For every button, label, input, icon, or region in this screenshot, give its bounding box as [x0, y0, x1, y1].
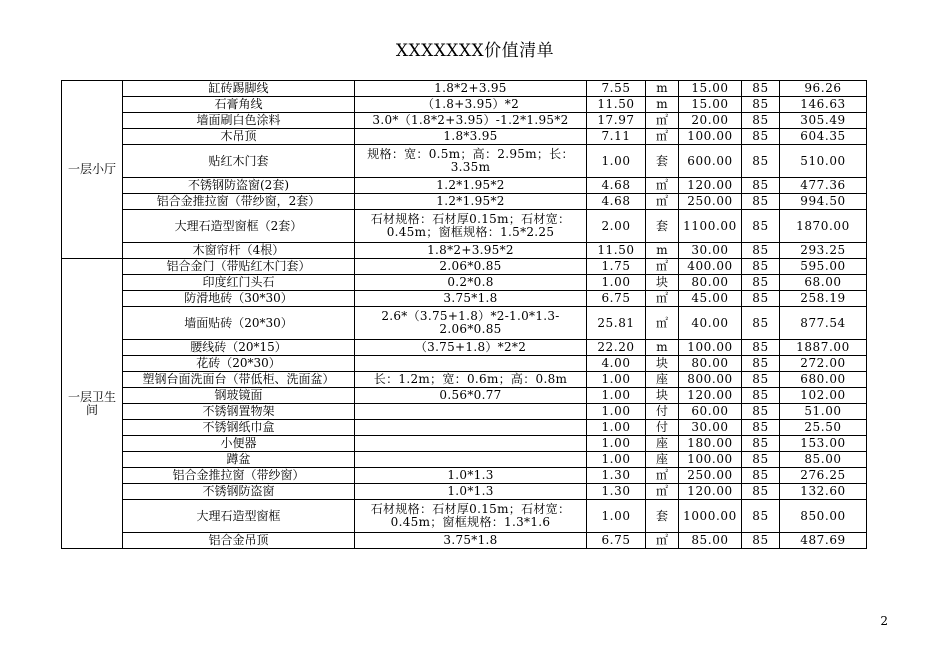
- item-unit-price: 80.00: [679, 275, 742, 291]
- item-unit-price: 180.00: [679, 436, 742, 452]
- item-quantity: 6.75: [587, 291, 646, 307]
- item-amount: 102.00: [780, 388, 867, 404]
- table-row: [62, 291, 867, 307]
- item-formula: 1.2*1.95*2: [355, 194, 587, 210]
- item-name: 大理石造型窗框: [123, 500, 355, 533]
- item-formula: 石材规格：石材厚0.15m；石材宽：0.45m；窗框规格：1.3*1.6: [355, 500, 587, 533]
- item-amount: 850.00: [780, 500, 867, 533]
- item-name: 墙面刷白色涂料: [123, 113, 355, 129]
- item-unit: ㎡: [646, 113, 679, 129]
- item-unit-price: 800.00: [679, 372, 742, 388]
- item-quantity: 4.68: [587, 178, 646, 194]
- item-unit-price: 1100.00: [679, 210, 742, 243]
- item-percent: 85: [742, 452, 780, 468]
- item-unit: 座: [646, 372, 679, 388]
- item-percent: 85: [742, 97, 780, 113]
- item-unit: 套: [646, 145, 679, 178]
- item-percent: 85: [742, 500, 780, 533]
- item-unit-price: 85.00: [679, 533, 742, 549]
- item-formula: 2.6*（3.75+1.8）*2-1.0*1.3-2.06*0.85: [355, 307, 587, 340]
- item-amount: 510.00: [780, 145, 867, 178]
- item-percent: 85: [742, 210, 780, 243]
- table-row: [62, 436, 867, 452]
- item-quantity: 4.00: [587, 356, 646, 372]
- item-quantity: 1.00: [587, 275, 646, 291]
- document-title: XXXXXXX价值清单: [395, 41, 555, 61]
- item-formula: 1.8*3.95: [355, 129, 587, 145]
- item-unit: m: [646, 97, 679, 113]
- item-formula: 石材规格：石材厚0.15m；石材宽：0.45m；窗框规格：1.5*2.25: [355, 210, 587, 243]
- item-amount: 85.00: [780, 452, 867, 468]
- item-name: 贴红木门套: [123, 145, 355, 178]
- item-formula: [355, 452, 587, 468]
- item-name: 蹲盆: [123, 452, 355, 468]
- item-unit-price: 30.00: [679, 420, 742, 436]
- item-percent: 85: [742, 307, 780, 340]
- item-name: 木窗帘杆（4根）: [123, 243, 355, 259]
- item-unit: ㎡: [646, 129, 679, 145]
- item-unit-price: 80.00: [679, 356, 742, 372]
- item-name: 木吊顶: [123, 129, 355, 145]
- table-row: [62, 356, 867, 372]
- item-formula: （1.8+3.95）*2: [355, 97, 587, 113]
- item-quantity: 1.00: [587, 500, 646, 533]
- item-formula: 0.2*0.8: [355, 275, 587, 291]
- item-unit-price: 100.00: [679, 452, 742, 468]
- item-unit: m: [646, 340, 679, 356]
- item-unit: m: [646, 243, 679, 259]
- item-percent: 85: [742, 404, 780, 420]
- item-amount: 68.00: [780, 275, 867, 291]
- item-amount: 604.35: [780, 129, 867, 145]
- item-unit-price: 250.00: [679, 468, 742, 484]
- table-row: [62, 404, 867, 420]
- item-unit: 块: [646, 275, 679, 291]
- item-quantity: 17.97: [587, 113, 646, 129]
- item-amount: 258.19: [780, 291, 867, 307]
- item-unit-price: 60.00: [679, 404, 742, 420]
- item-quantity: 7.11: [587, 129, 646, 145]
- item-unit: ㎡: [646, 468, 679, 484]
- item-unit-price: 600.00: [679, 145, 742, 178]
- item-quantity: 7.55: [587, 81, 646, 97]
- item-unit: ㎡: [646, 533, 679, 549]
- item-percent: 85: [742, 388, 780, 404]
- item-formula: 3.75*1.8: [355, 291, 587, 307]
- item-formula: 长：1.2m；宽：0.6m；高：0.8m: [355, 372, 587, 388]
- item-formula: 2.06*0.85: [355, 259, 587, 275]
- item-unit: ㎡: [646, 259, 679, 275]
- item-formula: 1.0*1.3: [355, 484, 587, 500]
- item-name: 铝合金推拉窗（带纱窗，2套）: [123, 194, 355, 210]
- item-unit-price: 45.00: [679, 291, 742, 307]
- item-percent: 85: [742, 81, 780, 97]
- item-unit: ㎡: [646, 307, 679, 340]
- item-formula: （3.75+1.8）*2*2: [355, 340, 587, 356]
- table-row: [62, 452, 867, 468]
- item-quantity: 1.30: [587, 468, 646, 484]
- item-unit: 座: [646, 436, 679, 452]
- item-name: 钢玻镜面: [123, 388, 355, 404]
- table-row: [62, 145, 867, 178]
- item-name: 不锈钢防盗窗: [123, 484, 355, 500]
- item-amount: 1870.00: [780, 210, 867, 243]
- table-row: [62, 275, 867, 291]
- item-percent: 85: [742, 259, 780, 275]
- table-row: [62, 468, 867, 484]
- item-amount: 487.69: [780, 533, 867, 549]
- table-row: [62, 194, 867, 210]
- item-amount: 477.36: [780, 178, 867, 194]
- item-quantity: 4.68: [587, 194, 646, 210]
- value-list-table: [61, 80, 867, 549]
- item-quantity: 1.00: [587, 388, 646, 404]
- item-unit: m: [646, 81, 679, 97]
- item-formula: 规格：宽：0.5m；高：2.95m；长：3.35m: [355, 145, 587, 178]
- item-amount: 25.50: [780, 420, 867, 436]
- table-row: [62, 484, 867, 500]
- item-quantity: 1.00: [587, 436, 646, 452]
- table-row: [62, 259, 867, 275]
- item-percent: 85: [742, 113, 780, 129]
- table-row: [62, 81, 867, 97]
- item-quantity: 11.50: [587, 243, 646, 259]
- item-unit: 套: [646, 210, 679, 243]
- item-percent: 85: [742, 340, 780, 356]
- item-amount: 293.25: [780, 243, 867, 259]
- item-unit: 块: [646, 356, 679, 372]
- table-body: [62, 81, 867, 549]
- item-percent: 85: [742, 484, 780, 500]
- item-percent: 85: [742, 372, 780, 388]
- item-unit-price: 400.00: [679, 259, 742, 275]
- item-formula: 3.0*（1.8*2+3.95）-1.2*1.95*2: [355, 113, 587, 129]
- table-row: [62, 388, 867, 404]
- area-label: 一层小厅: [62, 81, 123, 259]
- item-name: 不锈钢置物架: [123, 404, 355, 420]
- item-name: 不锈钢防盗窗(2套): [123, 178, 355, 194]
- item-percent: 85: [742, 194, 780, 210]
- item-percent: 85: [742, 533, 780, 549]
- item-unit-price: 120.00: [679, 484, 742, 500]
- item-name: 铝合金门（带贴红木门套）: [123, 259, 355, 275]
- item-amount: 96.26: [780, 81, 867, 97]
- item-quantity: 1.00: [587, 372, 646, 388]
- item-name: 铝合金吊顶: [123, 533, 355, 549]
- item-amount: 305.49: [780, 113, 867, 129]
- item-name: 墙面贴砖（20*30）: [123, 307, 355, 340]
- item-name: 腰线砖（20*15）: [123, 340, 355, 356]
- item-unit-price: 120.00: [679, 388, 742, 404]
- item-amount: 272.00: [780, 356, 867, 372]
- item-quantity: 25.81: [587, 307, 646, 340]
- item-percent: 85: [742, 436, 780, 452]
- item-formula: 1.2*1.95*2: [355, 178, 587, 194]
- table-row: [62, 307, 867, 340]
- item-percent: 85: [742, 145, 780, 178]
- item-name: 印度红门头石: [123, 275, 355, 291]
- item-unit-price: 30.00: [679, 243, 742, 259]
- item-name: 防滑地砖（30*30）: [123, 291, 355, 307]
- item-amount: 994.50: [780, 194, 867, 210]
- item-quantity: 1.00: [587, 452, 646, 468]
- item-formula: 3.75*1.8: [355, 533, 587, 549]
- item-amount: 595.00: [780, 259, 867, 275]
- table-row: [62, 113, 867, 129]
- item-name: 塑钢台面洗面台（带低柜、洗面盆）: [123, 372, 355, 388]
- item-unit-price: 250.00: [679, 194, 742, 210]
- item-formula: [355, 356, 587, 372]
- item-amount: 1887.00: [780, 340, 867, 356]
- item-name: 花砖（20*30）: [123, 356, 355, 372]
- item-name: 大理石造型窗框（2套）: [123, 210, 355, 243]
- table-row: [62, 129, 867, 145]
- item-name: 不锈钢纸巾盒: [123, 420, 355, 436]
- item-formula: [355, 420, 587, 436]
- item-unit: ㎡: [646, 178, 679, 194]
- item-unit-price: 120.00: [679, 178, 742, 194]
- item-formula: 0.56*0.77: [355, 388, 587, 404]
- item-amount: 51.00: [780, 404, 867, 420]
- item-quantity: 22.20: [587, 340, 646, 356]
- item-quantity: 1.00: [587, 145, 646, 178]
- item-amount: 276.25: [780, 468, 867, 484]
- item-unit-price: 40.00: [679, 307, 742, 340]
- item-percent: 85: [742, 275, 780, 291]
- item-formula: [355, 404, 587, 420]
- table-row: [62, 372, 867, 388]
- item-percent: 85: [742, 420, 780, 436]
- item-name: 缸砖踢脚线: [123, 81, 355, 97]
- item-amount: 877.54: [780, 307, 867, 340]
- item-formula: 1.8*2+3.95: [355, 81, 587, 97]
- item-unit: 块: [646, 388, 679, 404]
- table-row: [62, 420, 867, 436]
- item-quantity: 2.00: [587, 210, 646, 243]
- area-label: 一层卫生间: [62, 259, 123, 549]
- item-percent: 85: [742, 291, 780, 307]
- item-unit-price: 1000.00: [679, 500, 742, 533]
- item-quantity: 1.00: [587, 404, 646, 420]
- item-unit: 付: [646, 420, 679, 436]
- table-row: [62, 210, 867, 243]
- item-unit: 套: [646, 500, 679, 533]
- item-percent: 85: [742, 178, 780, 194]
- item-formula: [355, 436, 587, 452]
- table-row: [62, 178, 867, 194]
- item-unit: 付: [646, 404, 679, 420]
- item-amount: 132.60: [780, 484, 867, 500]
- table-row: [62, 340, 867, 356]
- item-percent: 85: [742, 356, 780, 372]
- item-unit-price: 15.00: [679, 81, 742, 97]
- item-name: 石膏角线: [123, 97, 355, 113]
- item-name: 铝合金推拉窗（带纱窗）: [123, 468, 355, 484]
- item-percent: 85: [742, 129, 780, 145]
- item-quantity: 6.75: [587, 533, 646, 549]
- item-unit: 座: [646, 452, 679, 468]
- item-formula: 1.8*2+3.95*2: [355, 243, 587, 259]
- item-formula: 1.0*1.3: [355, 468, 587, 484]
- item-unit: ㎡: [646, 291, 679, 307]
- page-number: 2: [880, 614, 888, 628]
- table-row: [62, 500, 867, 533]
- item-amount: 680.00: [780, 372, 867, 388]
- item-unit-price: 15.00: [679, 97, 742, 113]
- item-unit: ㎡: [646, 484, 679, 500]
- item-name: 小便器: [123, 436, 355, 452]
- item-unit-price: 100.00: [679, 129, 742, 145]
- item-quantity: 1.00: [587, 420, 646, 436]
- item-unit-price: 100.00: [679, 340, 742, 356]
- item-unit: ㎡: [646, 194, 679, 210]
- item-amount: 146.63: [780, 97, 867, 113]
- item-percent: 85: [742, 243, 780, 259]
- item-percent: 85: [742, 468, 780, 484]
- item-quantity: 1.30: [587, 484, 646, 500]
- table-row: [62, 533, 867, 549]
- item-quantity: 11.50: [587, 97, 646, 113]
- table-row: [62, 97, 867, 113]
- item-quantity: 1.75: [587, 259, 646, 275]
- item-amount: 153.00: [780, 436, 867, 452]
- item-unit-price: 20.00: [679, 113, 742, 129]
- table-row: [62, 243, 867, 259]
